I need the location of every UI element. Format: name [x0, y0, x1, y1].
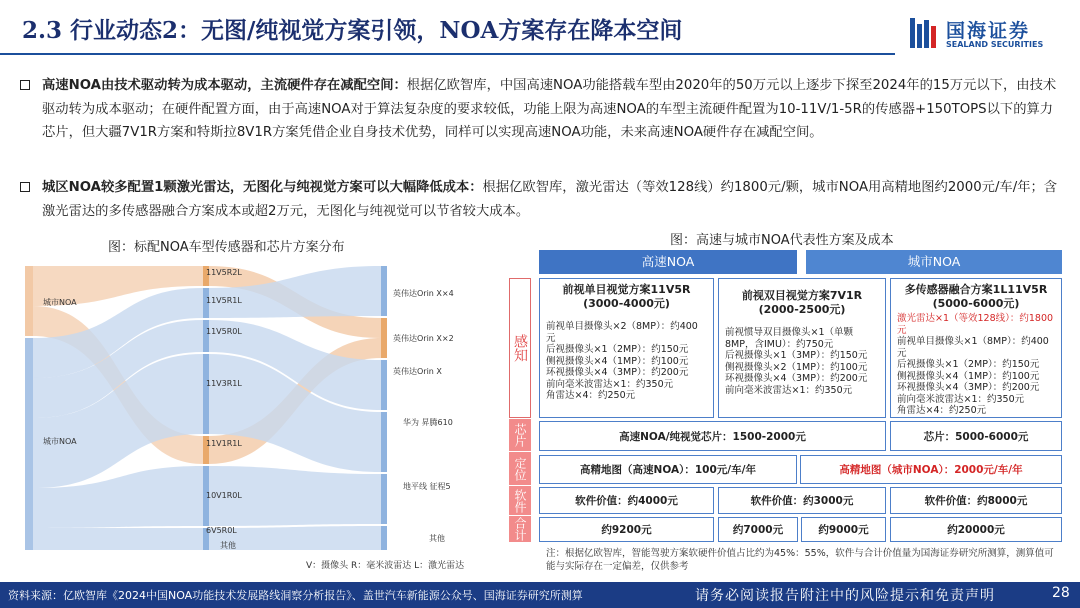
sensor-chip-sankey — [25, 258, 485, 554]
scheme-fusion-cell — [890, 278, 1062, 418]
total-stereo-cell-a: 约7000元 — [718, 517, 798, 542]
mid-node-label: 11V1R1L — [206, 439, 242, 448]
sensor-line: 环视摄像头×4（3MP）：约200元 — [725, 373, 868, 384]
sensor-line: 环视摄像头×4（3MP）：约200元 — [546, 367, 689, 378]
mid-node-label: 11V5R2L — [206, 268, 242, 277]
scheme-title: 多传感器融合方案1L11V5R (5000-6000元) — [904, 283, 1048, 310]
sensor-line: 前向毫米波雷达×1：约350元 — [546, 378, 674, 390]
scheme-title: 前视单目视觉方案11V5R (3000-4000元) — [562, 283, 691, 310]
paragraph-body: 根据亿欧智库，中国高速NOA功能搭载车型由2020年的50万元以上逐步下探至2024年的15万元以下，由技术驱动转为成本驱动；在硬件配置方面，由于高速NOA对于算法复杂度的要求较低，功能上限为高速NOA的车型主流硬件配置为10-11V/1-5R的传感器+150TOPS以下的算力芯片，但大疆7V1R方案和特斯拉8V1R方案凭借企业自身技术优势，同样可以实现高速NOA功能，未来高速NOA硬件存在减配空间。 — [42, 78, 1057, 140]
sankey-legend: V：摄像头 R：毫米波雷达 L：激光雷达 — [306, 561, 465, 571]
header-city-noa: 城市NOA — [806, 250, 1062, 274]
software-fusion-cell: 软件价值：约8000元 — [890, 487, 1062, 514]
scheme-lines — [719, 327, 885, 396]
footer-bar — [0, 582, 1080, 608]
sensor-line: 后视摄像头×1（2MP）：约150元 — [897, 359, 1040, 370]
figure-left-caption: 图：标配NOA车型传感器和芯片方案分布 — [108, 240, 345, 255]
map-city-cell: 高精地图（城市NOA）：2000元/车/年 — [800, 455, 1062, 484]
row-label-total — [509, 516, 531, 542]
logo-text-cn: 国海证券 — [946, 20, 1031, 42]
paragraph-lead: 高速NOA由技术驱动转为成本驱动，主流硬件存在减配空间： — [42, 78, 407, 93]
footer-source: 资料来源：亿欧智库《2024中国NOA功能技术发展路线洞察分析报告》、盖世汽车新能源公众号、国海证券研究所测算 — [8, 589, 583, 602]
sensor-line: 角雷达×4：约250元 — [897, 405, 987, 416]
page-number: 28 — [1052, 585, 1070, 601]
mid-node-label: 11V5R1L — [206, 296, 242, 305]
sensor-line: 环视摄像头×4（3MP）：约200元 — [897, 382, 1040, 393]
sensor-line: 后视摄像头×1（2MP）：约150元 — [546, 344, 689, 355]
sensor-line: 侧视摄像头×4（1MP）：约100元 — [897, 370, 1040, 382]
scheme-mono-cell — [539, 278, 714, 418]
square-bullet-icon — [20, 80, 30, 90]
side-text: 感知 — [512, 334, 528, 362]
paragraph-lead: 城区NOA较多配置1颗激光雷达，无图化与纯视觉方案可以大幅降低成本： — [42, 180, 483, 195]
right-node-label: 英伟达Orin X×2 — [393, 334, 454, 343]
chip-city-cell: 芯片：5000-6000元 — [890, 421, 1062, 451]
mid-node-label: 6V5R0L — [206, 526, 237, 535]
scheme-title: 前视双目视觉方案7V1R (2000-2500元) — [741, 289, 863, 316]
lidar-line: 激光雷达×1（等效128线）：约1800元 — [897, 313, 1054, 336]
side-text: 芯片 — [513, 423, 527, 447]
mid-node-label: 其他 — [220, 541, 236, 550]
sensor-line: 前向毫米波雷达×1：约350元 — [897, 393, 1025, 405]
row-label-sense — [509, 278, 531, 418]
header-highway-noa: 高速NOA — [539, 250, 797, 274]
left-node-label: 城市NOA — [43, 298, 77, 307]
company-logo — [908, 14, 1068, 54]
chip-highway-cell: 高速NOA/纯视觉芯片：1500-2000元 — [539, 421, 886, 451]
square-bullet-icon — [20, 182, 30, 192]
side-text: 定位 — [513, 456, 527, 481]
page-title: 2.3 行业动态2：无图/纯视觉方案引领，NOA方案存在降本空间 — [22, 17, 683, 44]
sensor-line: 侧视摄像头×2（1MP）：约100元 — [725, 361, 868, 373]
mid-node-label: 11V3R1L — [206, 379, 242, 388]
total-mono-cell: 约9200元 — [539, 517, 714, 542]
software-stereo-cell: 软件价值：约3000元 — [718, 487, 886, 514]
right-node-label: 英伟达Orin X×4 — [393, 289, 454, 298]
figure-right-caption: 图：高速与城市NOA代表性方案及成本 — [670, 233, 894, 248]
right-node-label: 英伟达Orin X — [393, 367, 442, 376]
mid-node-label: 10V1R0L — [206, 491, 242, 500]
right-node-label: 地平线 征程5 — [403, 482, 451, 491]
paragraph-highway — [20, 74, 1060, 145]
row-label-position — [509, 452, 531, 485]
right-node-label: 华为 昇腾610 — [403, 418, 453, 427]
sensor-line: 角雷达×4：约250元 — [546, 390, 636, 401]
paragraph-city — [20, 176, 1060, 223]
title-divider — [0, 53, 895, 55]
row-label-software — [509, 486, 531, 515]
total-stereo-cell-b: 约9000元 — [801, 517, 886, 542]
sensor-line: 后视摄像头×1（3MP）：约150元 — [725, 350, 868, 361]
side-text: 合计 — [513, 517, 527, 541]
sensor-line: 前视惯导双目摄像头×1（单颗8MP，含IMU）：约750元 — [725, 327, 854, 350]
total-fusion-cell: 约20000元 — [890, 517, 1062, 542]
scheme-lines — [891, 313, 1061, 417]
row-label-chip — [509, 419, 531, 451]
paragraph-body: 根据亿欧智库，激光雷达（等效128线）约1800元/颗，城市NOA用高精地图约2000元/车/年；含激光雷达的多传感器融合方案成本或超2万元，无图化与纯视觉可以节省较大成本。 — [42, 180, 1058, 219]
table-footnote: 注：根据亿欧智库，智能驾驶方案软硬件价值占比约为45%：55%，软件与合计价值量为国海证券研究所测算，测算值可能与实际存在一定偏差，仅供参考 — [546, 548, 1054, 572]
right-node-label: 其他 — [429, 534, 445, 543]
software-mono-cell: 软件价值：约4000元 — [539, 487, 714, 514]
sensor-line: 前向毫米波雷达×1：约350元 — [725, 384, 853, 396]
left-node-label: 城市NOA — [43, 437, 77, 446]
sensor-line: 前视单目摄像头×2（8MP）：约400元 — [546, 321, 698, 344]
sealand-logo-icon — [908, 16, 940, 50]
sensor-line: 前视单目摄像头×1（8MP）：约400元 — [897, 336, 1049, 359]
logo-text-en: SEALAND SECURITIES — [946, 40, 1044, 49]
scheme-lines — [540, 321, 713, 402]
sensor-line: 侧视摄像头×4（1MP）：约100元 — [546, 355, 689, 367]
footer-disclaimer: 请务必阅读报告附注中的风险提示和免责声明 — [695, 588, 995, 604]
mid-node-label: 11V5R0L — [206, 327, 242, 336]
scheme-stereo-cell — [718, 278, 886, 418]
map-highway-cell: 高精地图（高速NOA）：100元/车/年 — [539, 455, 797, 484]
side-text: 软件 — [513, 488, 527, 513]
